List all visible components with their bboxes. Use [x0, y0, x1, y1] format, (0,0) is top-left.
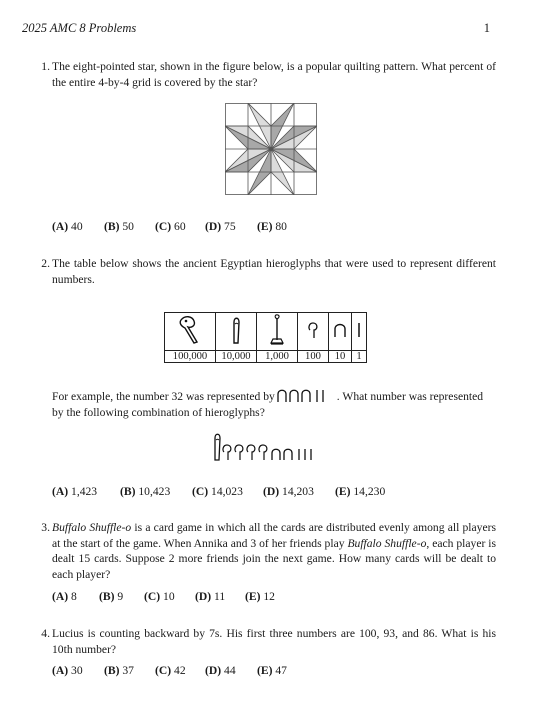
problem-text: Lucius is counting backward by 7s. His first three numbers are 100, 93, and 86. What is his 10th number?: [52, 627, 496, 656]
answer-choices-1: [52, 220, 287, 233]
problem-2-example: [52, 388, 492, 420]
problem-2: [36, 256, 496, 287]
running-header: 2025 AMC 8 Problems: [22, 21, 137, 35]
tadpole-glyph-cell: [165, 313, 216, 351]
choice-a[interactable]: (A) 1,423: [52, 485, 98, 498]
finger-hieroglyph-icon: [228, 314, 244, 346]
hieroglyph-table: [164, 312, 367, 363]
choice-a[interactable]: (A) 40: [52, 220, 83, 233]
choice-b[interactable]: (B) 50: [104, 220, 134, 233]
heel-bone-hieroglyph-icon: [333, 322, 347, 338]
answer-choices-3: [52, 590, 275, 603]
choice-c[interactable]: (C) 60: [155, 220, 186, 233]
value-cell: 1: [352, 351, 367, 363]
choice-b[interactable]: (B) 10,423: [120, 485, 171, 498]
problem-number: 3.: [41, 521, 50, 534]
coil-rope-hieroglyph-icon: [305, 320, 321, 340]
choice-e[interactable]: (E) 80: [257, 220, 287, 233]
problem-4: [36, 626, 496, 657]
choice-e[interactable]: (E) 14,230: [335, 485, 386, 498]
problem-number: 2.: [41, 257, 50, 270]
choice-d[interactable]: (D) 44: [205, 664, 236, 677]
choice-c[interactable]: (C) 14,023: [192, 485, 243, 498]
coil-glyph-cell: [298, 313, 329, 351]
example-text-after: . What number was represented by the following combination of hieroglyphs?: [52, 390, 484, 419]
problem-text: Buffalo Shuffle-o is a card game in which all the cards are distributed evenly among all players at the start of the game. When Annika and 3 of her friends play Buffalo Shuffle-o, each player is dealt 15 cards. Suppose 2 more friends join the next game. How many cards will be dealt to each player?: [52, 521, 496, 581]
example-text-before: For example, the number 32 was represented by: [52, 390, 275, 403]
choice-b[interactable]: (B) 9: [99, 590, 124, 603]
problem-text: The eight-pointed star, shown in the figure below, is a popular quilting pattern. What percent of the entire 4-by-4 grid is covered by the star?: [52, 60, 496, 89]
problem-number: 4.: [41, 627, 50, 640]
example-hieroglyphs-32: [276, 388, 336, 403]
choice-d[interactable]: (D) 75: [205, 220, 236, 233]
heel-glyph-cell: [329, 313, 352, 351]
answer-choices-2: [52, 485, 385, 498]
problem-1: [36, 59, 496, 90]
choice-a[interactable]: (A) 8: [52, 590, 77, 603]
eight-pointed-star-figure: [225, 103, 317, 195]
choice-d[interactable]: (D) 14,203: [263, 485, 314, 498]
choice-a[interactable]: (A) 30: [52, 664, 83, 677]
hieroglyph-combination-figure: [212, 430, 326, 462]
grid-4-by-4: [225, 103, 317, 195]
choice-e[interactable]: (E) 47: [257, 664, 287, 677]
choice-b[interactable]: (B) 37: [104, 664, 134, 677]
value-cell: 100: [298, 351, 329, 363]
stroke-glyph-cell: [352, 313, 367, 351]
page-number: 1: [483, 21, 490, 35]
finger-glyph-cell: [216, 313, 257, 351]
problem-3: [36, 520, 496, 582]
problem-text: The table below shows the ancient Egyptian hieroglyphs that were used to represent different numbers.: [52, 257, 496, 286]
choice-c[interactable]: (C) 10: [144, 590, 175, 603]
lotus-hieroglyph-icon: [268, 313, 286, 347]
choice-d[interactable]: (D) 11: [195, 590, 226, 603]
answer-choices-4: [52, 664, 287, 677]
tadpole-hieroglyph-icon: [175, 314, 205, 346]
stroke-hieroglyph-icon: [356, 321, 362, 339]
value-cell: 1,000: [257, 351, 298, 363]
value-cell: 10,000: [216, 351, 257, 363]
problem-number: 1.: [41, 60, 50, 73]
lotus-glyph-cell: [257, 313, 298, 351]
value-cell: 100,000: [165, 351, 216, 363]
value-cell: 10: [329, 351, 352, 363]
choice-c[interactable]: (C) 42: [155, 664, 186, 677]
choice-e[interactable]: (E) 12: [245, 590, 275, 603]
